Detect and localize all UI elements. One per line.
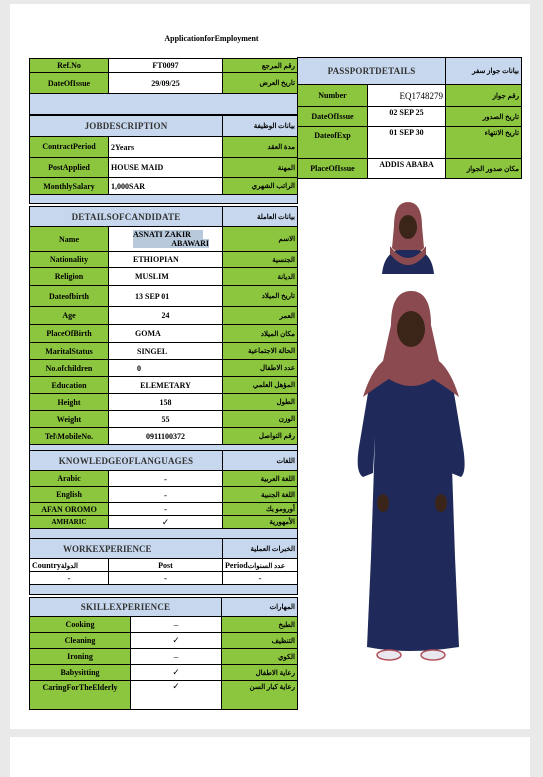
religion-label: Religion	[30, 268, 109, 286]
work-experience-table	[29, 538, 298, 595]
passport-expiry-label-ar: تاريخ الانتهاء	[446, 127, 522, 159]
skill-cleaning-label: Cleaning	[30, 633, 131, 649]
language-arabic-value: -	[109, 471, 223, 487]
work-post-value: -	[109, 572, 223, 585]
post-applied-label: PostApplied	[30, 158, 109, 178]
name-label: Name	[30, 227, 109, 252]
passport-place-label-ar: مكان صدور الجواز	[446, 159, 522, 179]
passport-table	[297, 57, 522, 179]
work-period-value: -	[223, 572, 298, 585]
skills-table	[29, 597, 298, 710]
page-title: ApplicationforEmployment	[164, 34, 259, 43]
post-applied-value: HOUSE MAID	[109, 158, 223, 178]
language-english-label-ar: اللغة الجنبية	[223, 487, 298, 503]
passport-expiry-value: 01 SEP 30	[368, 127, 446, 159]
nationality-value: ETHIOPIAN	[109, 252, 223, 268]
education-label: Education	[30, 377, 109, 394]
nationality-label-ar: الجنسية	[223, 252, 298, 268]
ref-label-ar: رقم المرجع	[223, 59, 298, 73]
passport-issue-date-value: 02 SEP 25	[368, 107, 446, 127]
skill-babysitting-label: Babysitting	[30, 665, 131, 681]
phone-label-ar: رقم التواصل	[223, 428, 298, 445]
religion-value: MUSLIM	[109, 268, 223, 286]
phone-value: 0911100372	[109, 428, 223, 445]
skill-cleaning-label-ar: التنظيف	[222, 633, 298, 649]
spacer-row	[30, 94, 298, 115]
age-value: 24	[109, 307, 223, 325]
post-applied-label-ar: المهنة	[223, 158, 298, 178]
languages-heading-ar: اللغات	[223, 451, 298, 471]
work-experience-heading-text: WORKEXPERIENCE	[63, 543, 152, 554]
marital-status-value: SINGEL	[109, 343, 223, 360]
job-description-heading: JOBDESCRIPTION	[30, 116, 223, 137]
passport-heading-ar: بيانات جواز سفر	[446, 58, 522, 85]
date-of-birth-value: 13 SEP 01	[109, 286, 223, 307]
name-label-ar: الاسم	[223, 227, 298, 252]
reference-table	[29, 58, 298, 115]
spacer-row	[30, 529, 298, 539]
education-label-ar: المؤهل العلمي	[223, 377, 298, 394]
languages-heading: KNOWLEDGEOFLANGUAGES	[30, 451, 223, 471]
language-english-label: English	[30, 487, 109, 503]
date-of-birth-label-ar: تاريخ الميلاد	[223, 286, 298, 307]
passport-place-label: PlaceOfIssue	[298, 159, 368, 179]
country-label: Country	[32, 560, 61, 570]
work-experience-heading	[30, 539, 223, 559]
job-description-table	[29, 115, 298, 204]
children-label: No.ofchildren	[30, 360, 109, 377]
children-value: 0	[109, 360, 223, 377]
ref-label: Ref.No	[30, 59, 109, 73]
skill-cleaning-value: ✓	[131, 633, 222, 649]
language-oromo-label: AFAN OROMO	[30, 503, 109, 516]
skill-cooking-value: –	[131, 617, 222, 633]
height-label-ar: الطول	[223, 394, 298, 411]
height-label: Height	[30, 394, 109, 411]
marital-status-label-ar: الحالة الاجتماعية	[223, 343, 298, 360]
passport-number-label: Number	[298, 85, 368, 107]
skill-babysitting-value: ✓	[131, 665, 222, 681]
candidate-portrait-photo	[376, 196, 440, 274]
language-english-value: -	[109, 487, 223, 503]
passport-number-label-ar: رقم جواز	[446, 85, 522, 107]
full-length-illustration	[347, 287, 475, 671]
skill-ironing-value: –	[131, 649, 222, 665]
work-country-value: -	[30, 572, 109, 585]
country-column-header	[30, 559, 109, 572]
skill-cooking-label: Cooking	[30, 617, 131, 633]
skill-ironing-label: Ironing	[30, 649, 131, 665]
skill-elderly-label: CaringForTheElderly	[30, 681, 131, 710]
place-of-birth-value: GOMA	[109, 325, 223, 343]
contract-period-value: 2Years	[109, 137, 223, 158]
skill-ironing-label-ar: الكوي	[222, 649, 298, 665]
issue-date-label-ar: تاريخ العرض	[223, 73, 298, 94]
monthly-salary-label: MonthlySalary	[30, 178, 109, 195]
passport-place-value: ADDIS ABABA	[368, 159, 446, 179]
phone-label: Tel\MobileNo.	[30, 428, 109, 445]
period-column-header	[223, 559, 298, 572]
age-label-ar: العمر	[223, 307, 298, 325]
passport-issue-date-label-ar: تاريخ الصدور	[446, 107, 522, 127]
spacer-row	[30, 585, 298, 595]
language-amharic-label: AMHARIC	[30, 516, 109, 529]
skill-elderly-label-ar: رعاية كبار السن	[222, 681, 298, 710]
age-label: Age	[30, 307, 109, 325]
place-of-birth-label-ar: مكان الميلاد	[223, 325, 298, 343]
issue-date-label: DateOfIssue	[30, 73, 109, 94]
period-label: Period	[225, 560, 248, 570]
issue-date-value: 29/09/25	[109, 73, 223, 94]
passport-expiry-label: DateofExp	[298, 127, 368, 159]
date-of-birth-label: Dateofbirth	[30, 286, 109, 307]
religion-label-ar: الديانة	[223, 268, 298, 286]
period-label-ar: عدد السنوات	[247, 561, 285, 570]
candidate-full-length-photo	[347, 287, 475, 671]
candidate-details-heading: DETAILSOFCANDIDATE	[30, 207, 223, 227]
monthly-salary-value: 1,000SAR	[109, 178, 223, 195]
candidate-details-table	[29, 206, 298, 454]
country-label-ar: الدولة	[60, 561, 78, 570]
skill-elderly-value: ✓	[131, 681, 222, 710]
language-oromo-value: -	[109, 503, 223, 516]
name-value	[109, 227, 223, 252]
passport-heading: PASSPORTDETAILS	[298, 58, 446, 85]
skill-cooking-label-ar: الطبخ	[222, 617, 298, 633]
skill-babysitting-label-ar: رعاية الاطفال	[222, 665, 298, 681]
language-amharic-label-ar: الأمهورية	[223, 516, 298, 529]
candidate-details-heading-ar: بيانات العاملة	[223, 207, 298, 227]
education-value: ELEMETARY	[109, 377, 223, 394]
place-of-birth-label: PlaceOfBirth	[30, 325, 109, 343]
marital-status-label: MaritalStatus	[30, 343, 109, 360]
language-amharic-value: ✓	[109, 516, 223, 529]
monthly-salary-label-ar: الراتب الشهري	[223, 178, 298, 195]
skills-heading-ar: المهارات	[222, 598, 298, 617]
weight-label: Weight	[30, 411, 109, 428]
passport-issue-date-label: DateOfIssue	[298, 107, 368, 127]
job-description-heading-ar: بيانات الوظيفة	[223, 116, 298, 137]
children-label-ar: عدد الاطفال	[223, 360, 298, 377]
height-value: 158	[109, 394, 223, 411]
language-arabic-label-ar: اللغة العربية	[223, 471, 298, 487]
name-line-2: ABAWARI	[133, 239, 209, 248]
passport-number-value: EQ1748279	[368, 85, 446, 107]
post-column-header: Post	[109, 559, 223, 572]
name-line-1: ASNATI ZAKIR	[133, 230, 203, 239]
next-page	[10, 737, 530, 777]
weight-label-ar: الوزن	[223, 411, 298, 428]
contract-period-label: ContractPeriod	[30, 137, 109, 158]
ref-value: FT0097	[109, 59, 223, 73]
contract-period-label-ar: مدة العقد	[223, 137, 298, 158]
work-experience-heading-ar: الخبرات العملية	[223, 539, 298, 559]
nationality-label: Nationality	[30, 252, 109, 268]
language-oromo-label-ar: أورومو يك	[223, 503, 298, 516]
spacer-row	[30, 195, 298, 204]
weight-value: 55	[109, 411, 223, 428]
languages-table	[29, 450, 298, 539]
language-arabic-label: Arabic	[30, 471, 109, 487]
portrait-illustration	[376, 196, 440, 274]
skills-heading: SKILLEXPERIENCE	[30, 598, 222, 617]
